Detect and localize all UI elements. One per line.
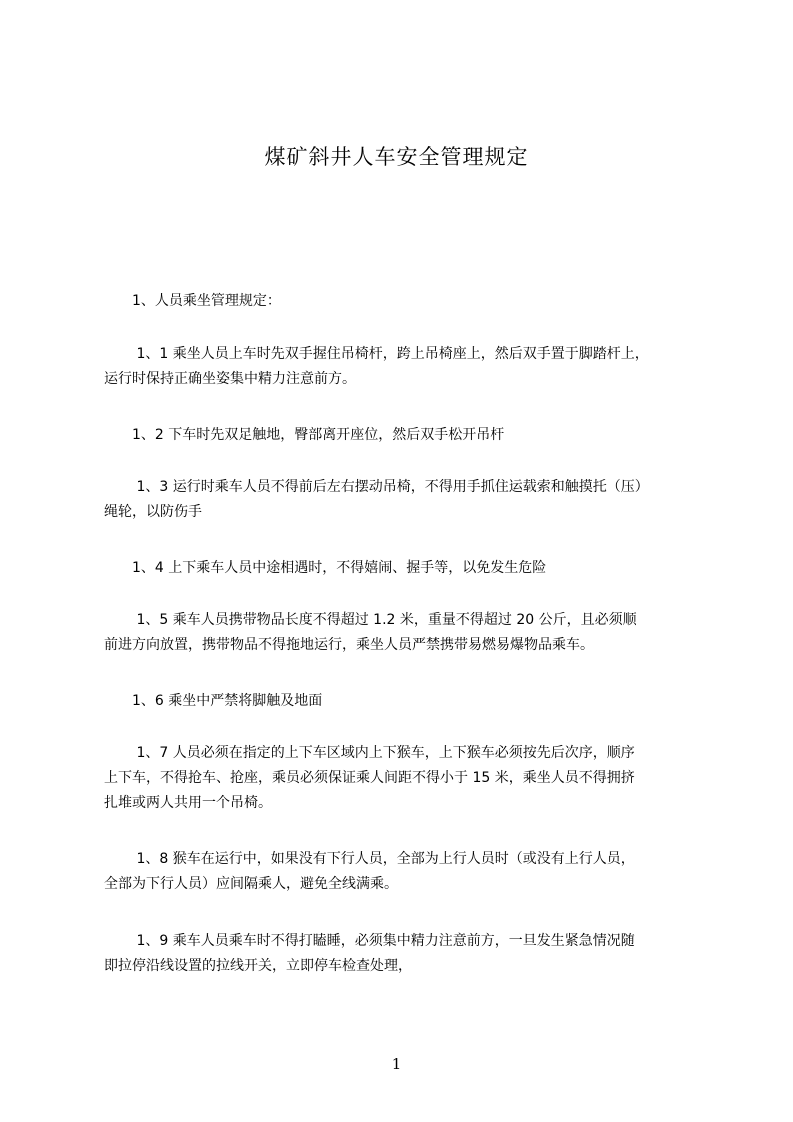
paragraph-1-2: [104, 423, 716, 448]
paragraph-line: 1、8 猴车在运行中，如果没有下行人员，全部为上行人员时（或没有上行人员，: [104, 851, 635, 867]
paragraph-line: 1、4 上下乘车人员中途相遇时，不得嬉闹、握手等，以免发生危险: [104, 560, 547, 576]
paragraph-line: 1、3 运行时乘车人员不得前后左右摆动吊椅，不得用手抓住运载索和触摸托（压）: [104, 479, 649, 495]
paragraph-line: 前进方向放置，携带物品不得拖地运行，乘坐人员严禁携带易燃易爆物品乘车。: [104, 637, 594, 653]
paragraph-1-9: [104, 929, 716, 979]
paragraph-line: 1、5 乘车人员携带物品长度不得超过 1.2 米，重量不得超过 20 公斤，且必须顺: [104, 612, 637, 628]
paragraph-1-1: [104, 342, 716, 392]
paragraph-line: 1、9 乘车人员乘车时不得打瞌睡，必须集中精力注意前方，一旦发生紧急情况随: [104, 933, 635, 949]
paragraph-line: 1、7 人员必须在指定的上下车区域内上下猴车，上下猴车必须按先后次序，顺序: [104, 745, 635, 761]
paragraph-line: 1、6 乘坐中严禁将脚触及地面: [104, 693, 323, 709]
paragraph-1-5: [104, 608, 716, 658]
paragraph-line: 1、1 乘坐人员上车时先双手握住吊椅杆，跨上吊椅座上，然后双手置于脚踏杆上，: [104, 346, 649, 362]
paragraph-line: 扎堆或两人共用一个吊椅。: [104, 795, 272, 811]
paragraph-line: 运行时保持正确坐姿集中精力注意前方。: [104, 371, 356, 387]
paragraph-line: 即拉停沿线设置的拉线开关，立即停车检查处理，: [104, 958, 412, 974]
paragraph-line: 1、人员乘坐管理规定：: [104, 293, 281, 309]
paragraph-line: 1、2 下车时先双足触地，臀部离开座位，然后双手松开吊杆: [104, 427, 505, 443]
paragraph-1-6: [104, 689, 716, 714]
paragraph-1-4: [104, 556, 716, 581]
page-title: 煤矿斜井人车安全管理规定: [264, 145, 529, 169]
paragraph-1-3: [104, 475, 716, 525]
paragraph-line: 绳轮，以防伤手: [104, 504, 202, 520]
page-number: 1: [391, 1055, 402, 1073]
paragraph-1-8: [104, 847, 716, 897]
paragraph-1-7: [104, 741, 716, 816]
paragraph-line: 全部为下行人员）应间隔乘人，避免全线满乘。: [104, 876, 398, 892]
paragraph-1: [104, 289, 716, 314]
paragraph-line: 上下车，不得抢车、抢座，乘员必须保证乘人间距不得小于 15 米，乘坐人员不得拥挤: [104, 770, 635, 786]
